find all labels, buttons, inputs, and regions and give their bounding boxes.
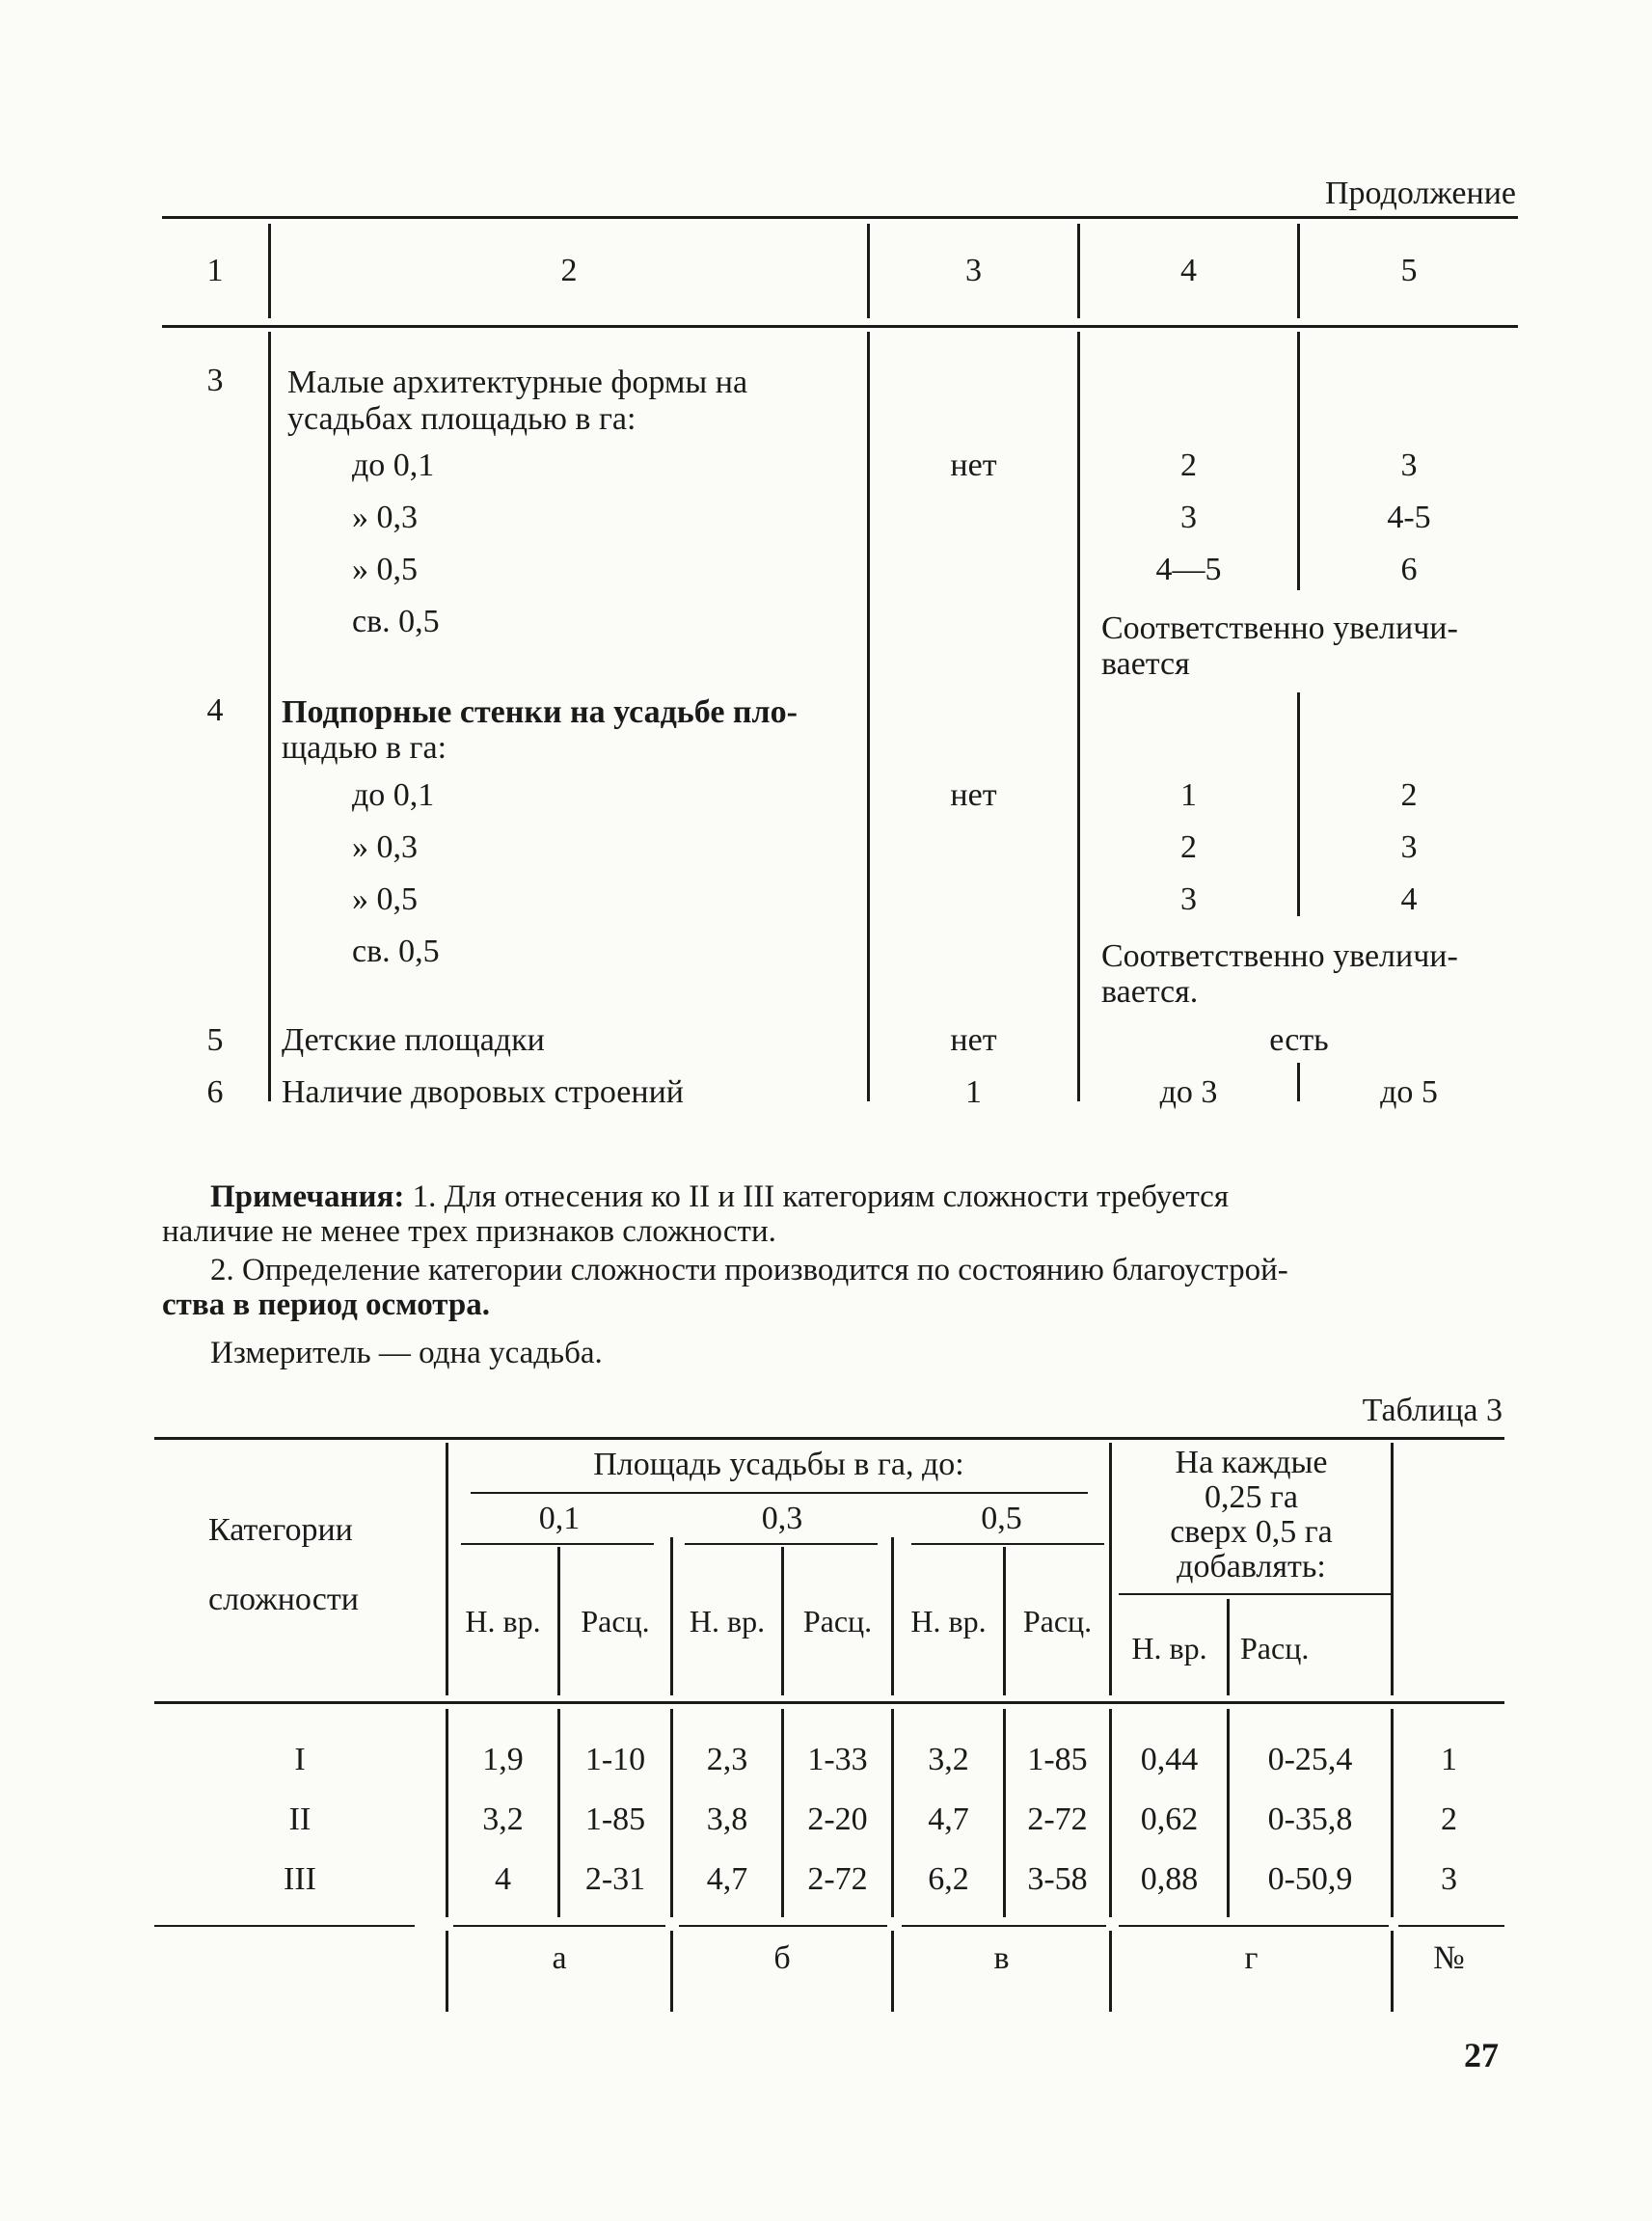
subrow-label: » 0,5 <box>352 552 418 587</box>
cell-c4: 2 <box>1180 829 1197 865</box>
cell-c3: нет <box>950 447 997 483</box>
cell-c5: 4 <box>1400 881 1418 917</box>
extra-header-2: 0,25 га <box>1204 1479 1299 1515</box>
row-number: 1 <box>1441 1742 1457 1777</box>
subheader-hvr: Н. вр. <box>910 1604 987 1639</box>
area-group-0-5: 0,5 <box>981 1501 1022 1536</box>
footer-letter-b: б <box>773 1940 791 1976</box>
cell-c5: 3 <box>1400 447 1418 483</box>
area-group-0-3: 0,3 <box>761 1501 803 1536</box>
merged-cell-text-cont: вается <box>1101 646 1190 682</box>
cell-c3: 1 <box>965 1074 982 1110</box>
table-1-top-rule <box>162 216 1518 219</box>
measure-unit: Измеритель — одна усадьба. <box>210 1336 603 1370</box>
note-2-cont: ства в период осмотра. <box>162 1287 490 1322</box>
category-cell: II <box>288 1801 311 1837</box>
merged-cell-c45: есть <box>1269 1022 1329 1058</box>
col-header-2: 2 <box>560 253 578 288</box>
extra-header-4: добавлять: <box>1177 1549 1326 1584</box>
cell-c5: 2 <box>1400 777 1418 813</box>
merged-cell-text: Соответственно увеличи- <box>1101 938 1458 974</box>
page-number: 27 <box>1464 2036 1499 2074</box>
cell-c4: до 3 <box>1159 1074 1218 1110</box>
category-header: Категории <box>208 1512 353 1548</box>
subheader-hvr: Н. вр. <box>689 1604 766 1639</box>
subrow-label: » 0,3 <box>352 829 418 865</box>
cell-c5: до 5 <box>1380 1074 1438 1110</box>
continuation-label: Продолжение <box>1324 176 1516 211</box>
subrow-label: св. 0,5 <box>352 934 440 969</box>
cell-c4: 3 <box>1180 881 1197 917</box>
col-header-5: 5 <box>1400 253 1418 288</box>
cell-c3: нет <box>950 777 997 813</box>
merged-cell-text: Соответственно увеличи- <box>1101 610 1458 646</box>
note-1: Примечания: 1. Для отнесения ко II и III категориям сложности требуется <box>210 1179 1230 1214</box>
cell-c3: нет <box>950 1022 997 1058</box>
footer-letter-g: г <box>1244 1940 1259 1976</box>
area-group-0-1: 0,1 <box>538 1501 581 1536</box>
subheader-rasc: Расц. <box>802 1604 873 1639</box>
category-cell: I <box>294 1742 306 1777</box>
subrow-label: св. 0,5 <box>352 604 440 639</box>
cell-c4: 4—5 <box>1155 552 1222 587</box>
subheader-rasc: Расц. <box>581 1604 650 1639</box>
row-title: Наличие дворовых строений <box>282 1074 684 1110</box>
subheader-hvr: Н. вр. <box>465 1604 541 1639</box>
category-cell: III <box>284 1861 316 1897</box>
row-number: 3 <box>1441 1861 1457 1897</box>
row-number: 2 <box>1441 1801 1457 1837</box>
cell-c5: 6 <box>1400 552 1418 587</box>
table-3-header-rule <box>154 1701 1504 1704</box>
row-number: 6 <box>206 1074 224 1110</box>
category-header-cont: сложности <box>208 1582 359 1617</box>
footer-letter-v: в <box>993 1940 1010 1976</box>
row-title-cont: щадью в га: <box>282 730 447 766</box>
subrow-label: » 0,5 <box>352 881 418 917</box>
col-header-3: 3 <box>965 253 982 288</box>
row-title: Малые архитектурные формы на <box>287 365 748 400</box>
cell-c5: 4-5 <box>1387 500 1431 535</box>
row-title-cont: усадьбах площадью в га: <box>287 401 636 437</box>
row-number: 3 <box>206 363 224 398</box>
subrow-label: » 0,3 <box>352 500 418 535</box>
subrow-label: до 0,1 <box>352 447 435 483</box>
cell-c5: 3 <box>1400 829 1418 865</box>
cell-c4: 3 <box>1180 500 1197 535</box>
row-number: 5 <box>206 1022 224 1058</box>
row-title: Детские площадки <box>282 1022 545 1058</box>
table-3-caption: Таблица 3 <box>1362 1393 1503 1428</box>
extra-header: На каждые <box>1175 1445 1328 1480</box>
note-1-cont: наличие не менее трех признаков сложности. <box>162 1214 776 1249</box>
note-2: 2. Определение категории сложности производится по состоянию благоустрой- <box>210 1253 1288 1287</box>
cell-c4: 2 <box>1180 447 1197 483</box>
subheader-hvr: Н. вр. <box>1131 1631 1207 1666</box>
row-title: Подпорные стенки на усадьбе пло- <box>282 694 798 730</box>
subrow-label: до 0,1 <box>352 777 435 813</box>
extra-header-3: сверх 0,5 га <box>1170 1514 1333 1550</box>
area-header: Площадь усадьбы в га, до: <box>593 1447 964 1482</box>
subheader-rasc: Расц. <box>1022 1604 1093 1639</box>
footer-letter-a: а <box>552 1940 567 1976</box>
cell-c4: 1 <box>1180 777 1197 813</box>
subheader-rasc: Расц. <box>1240 1631 1310 1666</box>
row-number: 4 <box>206 692 224 728</box>
merged-cell-text-cont: вается. <box>1101 974 1199 1010</box>
col-header-4: 4 <box>1180 253 1197 288</box>
table-1-header-rule <box>162 325 1518 328</box>
table-3-top-rule <box>154 1437 1504 1440</box>
footer-number-sign: № <box>1433 1940 1465 1976</box>
notes-label: Примечания: <box>210 1179 405 1214</box>
col-header-1: 1 <box>206 253 224 288</box>
